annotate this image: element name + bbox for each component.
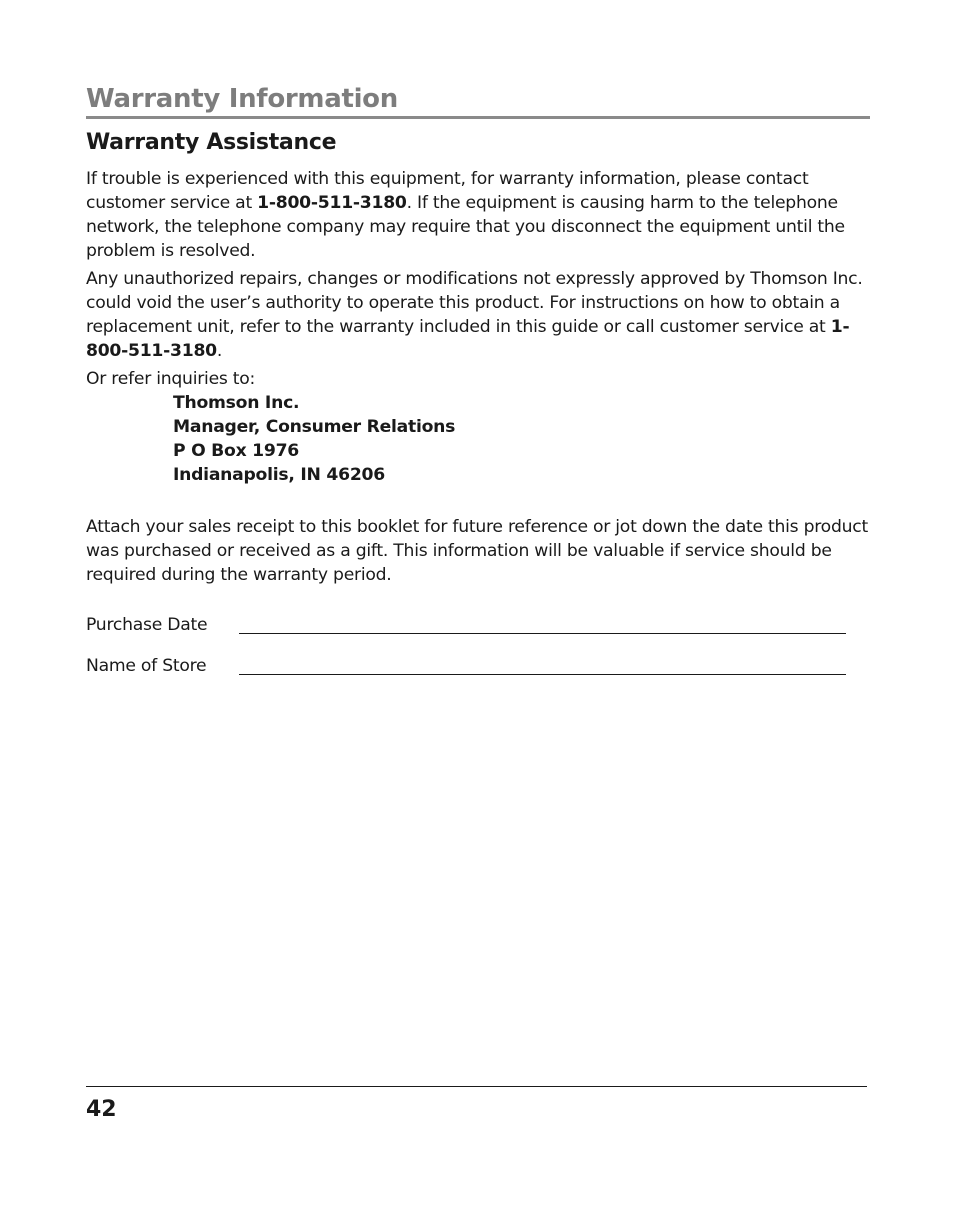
paragraph-repairs-text-b: . <box>216 341 223 361</box>
store-name-field <box>86 654 866 680</box>
phone-number: 1-800-511-3180 <box>257 193 407 213</box>
paragraph-inquiries: Or refer inquiries to: <box>86 369 256 389</box>
address-po-box: P O Box 1976 <box>173 441 299 461</box>
store-name-blank-line <box>239 674 846 675</box>
paragraph-receipt: Attach your sales receipt to this booklet for future reference or jot down the date this product was purchased or received as a gift. This information will be valuable if service should be required during the warranty period. <box>86 517 868 585</box>
store-name-label: Name of Store <box>86 656 207 676</box>
phone-number: 1-800-511-3180 <box>86 317 850 361</box>
paragraph-contact-text-a: If trouble is experienced with this equipment, for warranty information, please contact customer service at <box>86 169 809 213</box>
section-heading: Warranty Assistance <box>86 130 337 155</box>
title-divider <box>86 116 870 119</box>
page-number: 42 <box>86 1097 117 1122</box>
footer-divider <box>86 1086 867 1087</box>
address-department: Manager, Consumer Relations <box>173 417 456 437</box>
purchase-date-blank-line <box>239 633 846 634</box>
address-city: Indianapolis, IN 46206 <box>173 465 385 485</box>
address-company: Thomson Inc. <box>173 393 300 413</box>
mailing-address <box>173 391 455 487</box>
purchase-date-field <box>86 613 866 639</box>
paragraph-repairs-text-a: Any unauthorized repairs, changes or modifications not expressly approved by Thomson Inc. could void the user’s authority to operate this product. For instructions on how to obtain a replacement unit, refer to the warranty included in this guide or call customer service at <box>86 269 863 337</box>
paragraph-repairs <box>86 267 886 363</box>
purchase-date-label: Purchase Date <box>86 615 208 635</box>
paragraph-contact-text-b: . If the equipment is causing harm to the telephone network, the telephone company may require that you disconnect the equipment until the problem is resolved. <box>86 193 845 261</box>
paragraph-contact <box>86 167 886 263</box>
page-title: Warranty Information <box>86 84 398 114</box>
